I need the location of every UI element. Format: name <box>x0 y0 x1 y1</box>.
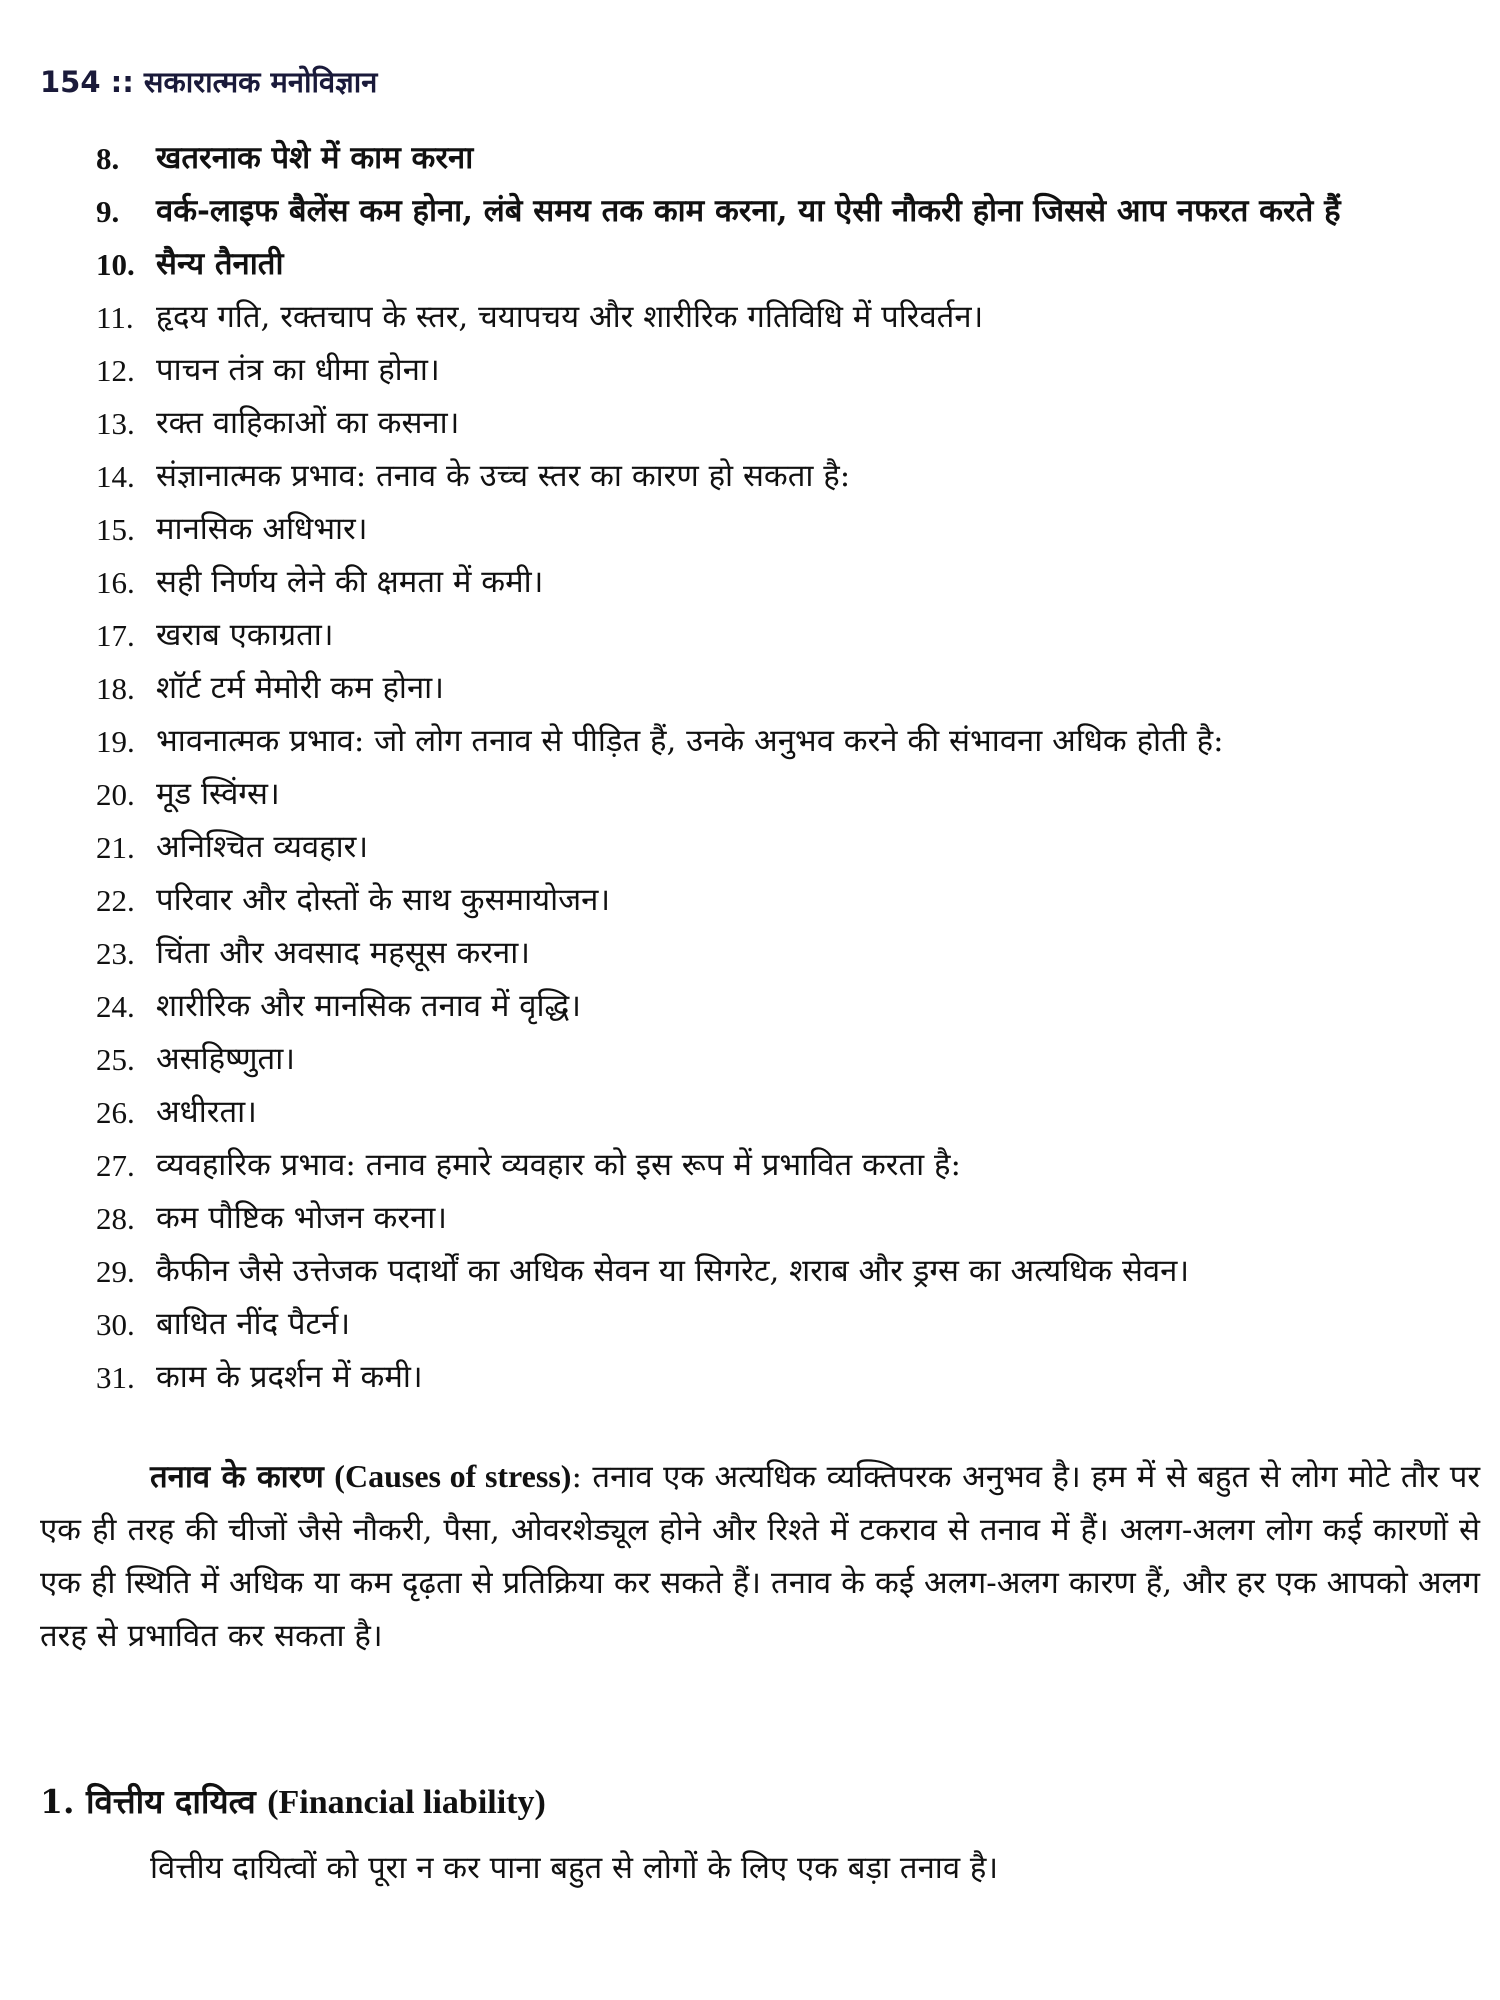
list-item <box>96 238 1481 291</box>
list-item <box>96 132 1481 185</box>
list-item-text: पाचन तंत्र का धीमा होना। <box>156 352 440 388</box>
list-item-text: मूड स्विंग्स। <box>156 776 280 812</box>
section-title-hindi: वित्तीय दायित्व <box>85 1782 256 1821</box>
list-item <box>96 927 1481 980</box>
list-item-text: खतरनाक पेशे में काम करना <box>156 140 474 176</box>
list-item-text: कम पौष्टिक भोजन करना। <box>156 1200 447 1236</box>
list-item-text: वर्क-लाइफ बैलेंस कम होना, लंबे समय तक काम करना, या ऐसी नौकरी होना जिससे आप नफरत करते हैं <box>156 193 1341 229</box>
causes-lead-hindi: तनाव के कारण <box>150 1459 324 1495</box>
list-item-text: रक्त वाहिकाओं का कसना। <box>156 405 460 441</box>
list-item-text: बाधित नींद पैटर्न। <box>156 1306 351 1342</box>
list-item-number: 15. <box>96 512 135 547</box>
list-item-text: असहिष्णुता। <box>156 1041 295 1077</box>
list-item <box>96 1139 1481 1192</box>
list-item-number: 27. <box>96 1148 135 1183</box>
list-item-number: 24. <box>96 989 135 1024</box>
list-item <box>96 556 1481 609</box>
list-item <box>96 503 1481 556</box>
list-item-text: अनिश्चित व्यवहार। <box>156 829 369 865</box>
list-item-text: शॉर्ट टर्म मेमोरी कम होना। <box>156 670 444 706</box>
list-item-number: 16. <box>96 565 135 600</box>
list-item-number: 8. <box>96 141 120 176</box>
list-item-number: 11. <box>96 300 134 335</box>
list-item-text: काम के प्रदर्शन में कमी। <box>156 1359 423 1395</box>
list-item <box>96 715 1481 768</box>
list-item <box>96 1086 1481 1139</box>
list-item-text: चिंता और अवसाद महसूस करना। <box>156 935 530 971</box>
list-item-text: हृदय गति, रक्तचाप के स्तर, चयापचय और शारीरिक गतिविधि में परिवर्तन। <box>156 299 984 335</box>
list-item-number: 21. <box>96 830 135 865</box>
list-item <box>96 397 1481 450</box>
list-item <box>96 768 1481 821</box>
list-item-text: खराब एकाग्रता। <box>156 617 334 653</box>
list-item-number: 19. <box>96 724 135 759</box>
causes-lead-english: (Causes of stress) <box>334 1458 572 1494</box>
list-item <box>96 1245 1481 1298</box>
effects-list <box>96 132 1481 1404</box>
list-item-number: 13. <box>96 406 135 441</box>
list-item <box>96 344 1481 397</box>
section-number: 1. <box>40 1782 75 1821</box>
list-item <box>96 450 1481 503</box>
list-item-text: संज्ञानात्मक प्रभाव: तनाव के उच्च स्तर का कारण हो सकता है: <box>156 458 851 494</box>
list-item <box>96 821 1481 874</box>
list-item <box>96 980 1481 1033</box>
list-item-text: भावनात्मक प्रभाव: जो लोग तनाव से पीड़ित हैं, उनके अनुभव करने की संभावना अधिक होती है: <box>156 723 1224 759</box>
list-item-number: 9. <box>96 194 120 229</box>
list-item-number: 28. <box>96 1201 135 1236</box>
list-item-number: 14. <box>96 459 135 494</box>
list-item-number: 26. <box>96 1095 135 1130</box>
list-item-number: 31. <box>96 1360 135 1395</box>
section-heading-financial-liability <box>40 1778 546 1823</box>
list-item-number: 25. <box>96 1042 135 1077</box>
list-item-text: सही निर्णय लेने की क्षमता में कमी। <box>156 564 544 600</box>
list-item-number: 29. <box>96 1254 135 1289</box>
list-item <box>96 1033 1481 1086</box>
list-item-number: 17. <box>96 618 135 653</box>
section-title-english: (Financial liability) <box>267 1784 546 1821</box>
financial-liability-paragraph: वित्तीय दायित्वों को पूरा न कर पाना बहुत से लोगों के लिए एक बड़ा तनाव है। <box>150 1850 999 1886</box>
list-item-text: परिवार और दोस्तों के साथ कुसमायोजन। <box>156 882 611 918</box>
list-item-text: मानसिक अधिभार। <box>156 511 368 547</box>
list-item <box>96 1351 1481 1404</box>
list-item-text: शारीरिक और मानसिक तनाव में वृद्धि। <box>156 988 582 1024</box>
list-item-text: अधीरता। <box>156 1094 257 1130</box>
running-head: 154 :: सकारात्मक मनोविज्ञान <box>40 65 378 99</box>
causes-paragraph <box>40 1450 1480 1663</box>
list-item-number: 10. <box>96 247 135 282</box>
list-item <box>96 185 1481 238</box>
list-item-number: 30. <box>96 1307 135 1342</box>
list-item-text: व्यवहारिक प्रभाव: तनाव हमारे व्यवहार को इस रूप में प्रभावित करता है: <box>156 1147 961 1183</box>
list-item <box>96 1298 1481 1351</box>
list-item <box>96 662 1481 715</box>
list-item <box>96 291 1481 344</box>
list-item-number: 20. <box>96 777 135 812</box>
list-item-number: 23. <box>96 936 135 971</box>
list-item-text: कैफीन जैसे उत्तेजक पदार्थों का अधिक सेवन या सिगरेट, शराब और ड्रग्स का अत्यधिक सेवन। <box>156 1253 1190 1289</box>
list-item-number: 18. <box>96 671 135 706</box>
list-item-number: 22. <box>96 883 135 918</box>
list-item <box>96 1192 1481 1245</box>
list-item-text: सैन्य तैनाती <box>156 246 284 282</box>
causes-body: : तनाव एक अत्यधिक व्यक्तिपरक अनुभव है। हम में से बहुत से लोग मोटे तौर पर एक ही तरह की चीजों जैसे नौकरी, पैसा, ओवरशेड्यूल होने और रिश्ते में टकराव से तनाव में हैं। अलग-अलग लोग कई कारणों से एक ही स्थिति में अधिक या कम दृढ़ता से प्रतिक्रिया कर सकते हैं। तनाव के कई अलग-अलग कारण हैं, और हर एक आपको अलग तरह से प्रभावित कर सकता है। <box>40 1459 1480 1654</box>
list-item <box>96 874 1481 927</box>
list-item-number: 12. <box>96 353 135 388</box>
list-item <box>96 609 1481 662</box>
